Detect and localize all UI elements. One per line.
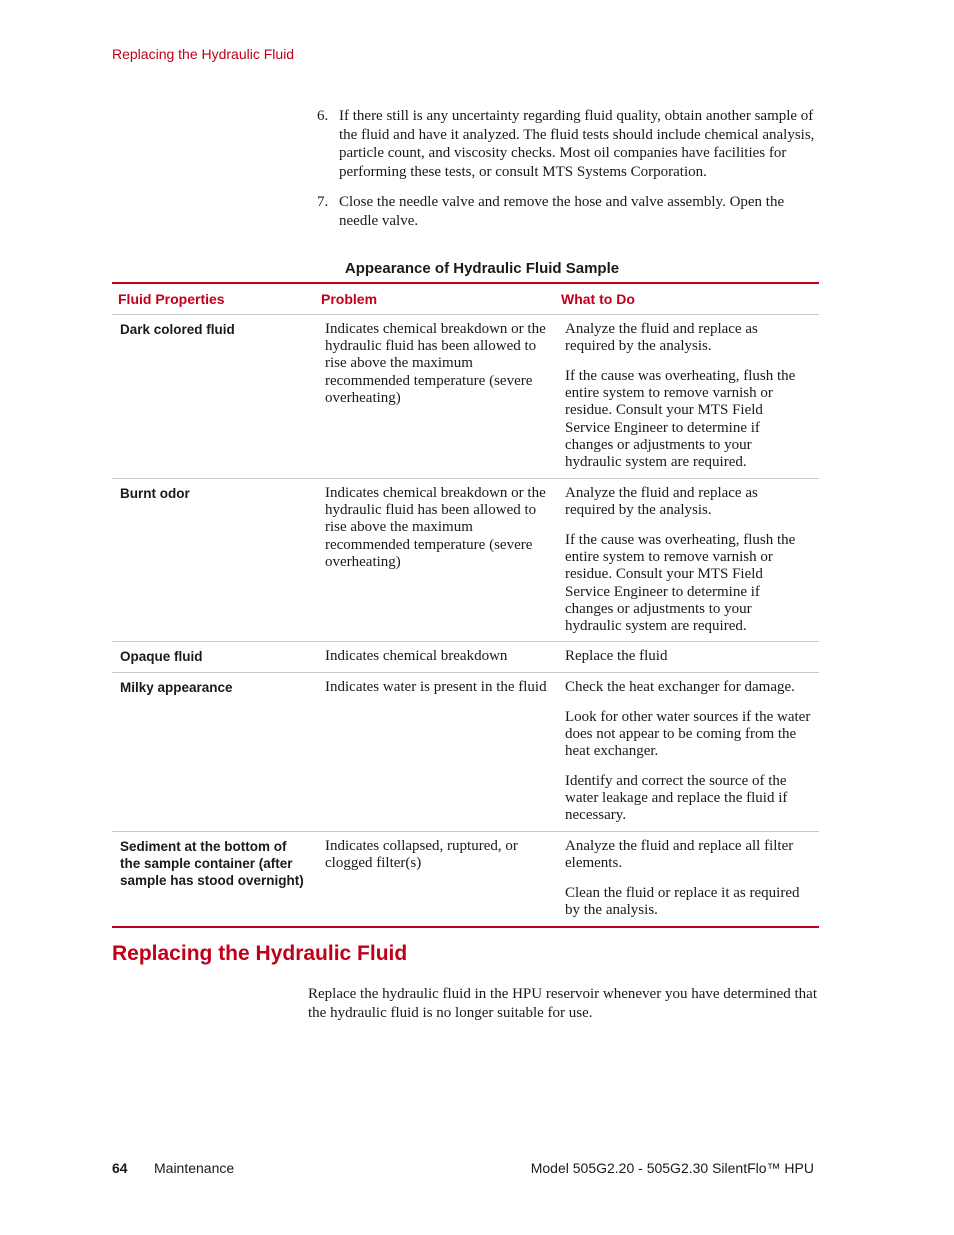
problem-cell: Indicates chemical breakdown or the hydraulic fluid has been allowed to rise above the maximum recommended temperature (severe overheating) bbox=[325, 321, 546, 406]
fluid-property-cell: Burnt odor bbox=[120, 486, 190, 501]
action-text: Analyze the fluid and replace as required by the analysis. bbox=[565, 485, 758, 519]
fluid-sample-table bbox=[112, 282, 819, 928]
action-text: Identify and correct the source of the water leakage and replace the fluid if necessary. bbox=[565, 772, 788, 824]
action-text: Clean the fluid or replace it as required by the analysis. bbox=[565, 884, 800, 919]
problem-cell: Indicates collapsed, ruptured, or clogged filter(s) bbox=[325, 838, 518, 872]
page-number: 64 bbox=[112, 1160, 128, 1176]
procedure-steps bbox=[317, 107, 817, 242]
running-head: Replacing the Hydraulic Fluid bbox=[112, 46, 295, 62]
step-number: 7. bbox=[317, 194, 329, 210]
header-problem: Problem bbox=[321, 291, 378, 307]
problem-cell: Indicates water is present in the fluid bbox=[325, 679, 547, 695]
chapter-name: Maintenance bbox=[154, 1160, 235, 1176]
fluid-property-cell: Opaque fluid bbox=[120, 649, 203, 664]
table-row bbox=[112, 479, 819, 642]
action-text: If the cause was overheating, flush the entire system to remove varnish or residue. Consult your MTS Field Service Engineer to determine if changes or adjustments to your hydraulic system are required. bbox=[565, 367, 796, 470]
action-text: If the cause was overheating, flush the entire system to remove varnish or residue. Consult your MTS Field Service Engineer to determine if changes or adjustments to your hydraulic system are required. bbox=[565, 531, 796, 634]
action-text: Analyze the fluid and replace all filter elements. bbox=[565, 838, 794, 872]
step-text: If there still is any uncertainty regarding fluid quality, obtain another sample of the fluid and have it analyzed. The fluid tests should include chemical analysis, particle count, and viscosity checks. Most oil companies have facilities for performing these tests, or consult MTS Systems Corporation. bbox=[339, 108, 815, 180]
problem-cell: Indicates chemical breakdown bbox=[325, 648, 508, 664]
step-text: Close the needle valve and remove the hose and valve assembly. Open the needle valve. bbox=[339, 194, 785, 229]
action-text: Look for other water sources if the water does not appear to be coming from the heat exchanger. bbox=[565, 708, 811, 760]
action-text: Replace the fluid bbox=[565, 648, 668, 664]
fluid-property-cell: Milky appearance bbox=[120, 680, 233, 695]
header-fluid-properties: Fluid Properties bbox=[118, 291, 225, 307]
fluid-property-cell: Dark colored fluid bbox=[120, 322, 235, 337]
section-heading: Replacing the Hydraulic Fluid bbox=[112, 942, 408, 965]
model-name: Model 505G2.20 - 505G2.30 SilentFlo™ HPU bbox=[530, 1160, 814, 1176]
table-row bbox=[112, 642, 819, 673]
action-cell bbox=[555, 642, 819, 672]
action-cell bbox=[555, 673, 819, 831]
fluid-property-cell: Sediment at the bottom of the sample container (after sample has stood overnight) bbox=[120, 839, 304, 888]
action-text: Check the heat exchanger for damage. bbox=[565, 679, 795, 695]
step-number: 6. bbox=[317, 108, 329, 124]
procedure-step bbox=[317, 107, 817, 181]
header-what-to-do: What to Do bbox=[561, 291, 635, 307]
table-row bbox=[112, 832, 819, 926]
table-row bbox=[112, 315, 819, 479]
action-cell bbox=[555, 832, 819, 926]
action-cell bbox=[555, 479, 819, 641]
action-cell bbox=[555, 315, 819, 478]
table-title: Appearance of Hydraulic Fluid Sample bbox=[344, 260, 620, 277]
procedure-step bbox=[317, 193, 817, 230]
section-body: Replace the hydraulic fluid in the HPU reservoir whenever you have determined that the hydraulic fluid is no longer suitable for use. bbox=[308, 986, 817, 1021]
table-row bbox=[112, 673, 819, 832]
table-header-row bbox=[112, 284, 819, 315]
page-footer bbox=[112, 1160, 814, 1176]
action-text: Analyze the fluid and replace as required by the analysis. bbox=[565, 321, 758, 355]
problem-cell: Indicates chemical breakdown or the hydraulic fluid has been allowed to rise above the maximum recommended temperature (severe overheating) bbox=[325, 485, 546, 570]
